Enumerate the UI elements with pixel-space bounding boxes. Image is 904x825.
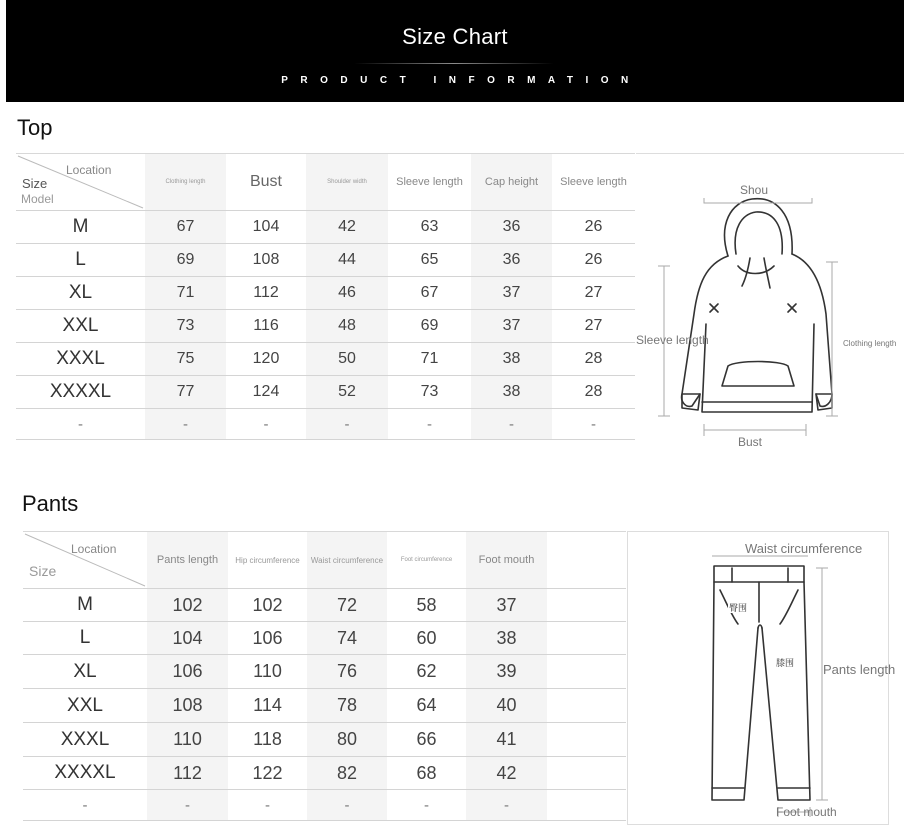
- value-cell: 110: [147, 723, 228, 757]
- size-cell: -: [16, 409, 145, 440]
- value-cell: 108: [226, 244, 306, 277]
- hip-tag: 臀围: [729, 604, 748, 614]
- table-row: [23, 655, 626, 689]
- waist-circumference-label: Waist circumference: [745, 541, 863, 556]
- size-cell: -: [23, 790, 147, 821]
- size-cell: XL: [23, 655, 147, 689]
- size-cell: XXXL: [16, 343, 145, 376]
- value-cell: 77: [145, 376, 226, 409]
- value-cell: 27: [552, 310, 635, 343]
- top-size-table: [16, 153, 635, 440]
- value-cell: 65: [388, 244, 471, 277]
- column-header: Foot mouth: [466, 532, 547, 589]
- table-row: [23, 790, 626, 821]
- empty-cell: [547, 655, 626, 689]
- value-cell: 68: [387, 757, 466, 790]
- value-cell: 37: [471, 310, 552, 343]
- pants-size-table: [23, 531, 626, 821]
- value-cell: 41: [466, 723, 547, 757]
- table-row: [23, 689, 626, 723]
- value-cell: 26: [552, 211, 635, 244]
- value-cell: 26: [552, 244, 635, 277]
- value-cell: 67: [145, 211, 226, 244]
- size-cell: XL: [16, 277, 145, 310]
- value-cell: 122: [228, 757, 307, 790]
- knee-tag: 膝围: [776, 659, 795, 669]
- clothing-length-label: Clothing length: [843, 339, 897, 348]
- page-title: Size Chart: [402, 24, 508, 49]
- value-cell: 28: [552, 343, 635, 376]
- column-header: Cap height: [471, 154, 552, 211]
- value-cell: 114: [228, 689, 307, 723]
- top-section-title: Top: [17, 115, 53, 140]
- pants-length-label: Pants length: [823, 662, 896, 677]
- value-cell: 102: [228, 589, 307, 622]
- value-cell: 66: [387, 723, 466, 757]
- foot-mouth-label: Foot mouth: [776, 805, 837, 819]
- value-cell: 102: [147, 589, 228, 622]
- value-cell: 48: [306, 310, 388, 343]
- hoodie-diagram: [636, 153, 904, 449]
- value-cell: 110: [228, 655, 307, 689]
- value-cell: 36: [471, 211, 552, 244]
- size-cell: L: [16, 244, 145, 277]
- page-subtitle: PRODUCT INFORMATION: [281, 75, 641, 86]
- value-cell: 112: [226, 277, 306, 310]
- value-cell: -: [388, 409, 471, 440]
- column-header: Pants length: [147, 532, 228, 589]
- header-banner: [6, 0, 904, 102]
- value-cell: 78: [307, 689, 387, 723]
- value-cell: 39: [466, 655, 547, 689]
- empty-cell: [547, 589, 626, 622]
- table-corner-cell: [23, 532, 147, 589]
- column-header: Bust: [226, 154, 306, 211]
- value-cell: 72: [307, 589, 387, 622]
- value-cell: 75: [145, 343, 226, 376]
- column-header: Sleeve length: [388, 154, 471, 211]
- value-cell: 118: [228, 723, 307, 757]
- column-header: Sleeve length: [552, 154, 635, 211]
- pants-diagram: [627, 531, 896, 825]
- empty-cell: [547, 790, 626, 821]
- value-cell: 106: [147, 655, 228, 689]
- value-cell: 104: [147, 622, 228, 655]
- corner-location-label: Location: [71, 542, 117, 556]
- value-cell: 69: [145, 244, 226, 277]
- corner-model-label: Model: [21, 192, 54, 206]
- value-cell: -: [226, 409, 306, 440]
- value-cell: 36: [471, 244, 552, 277]
- value-cell: 38: [471, 376, 552, 409]
- value-cell: 42: [306, 211, 388, 244]
- value-cell: 28: [552, 376, 635, 409]
- table-row: [23, 622, 626, 655]
- hoodie-icon: [636, 154, 904, 439]
- table-row: [16, 277, 635, 310]
- table-header-row: [23, 532, 626, 589]
- size-cell: XXL: [23, 689, 147, 723]
- column-header: Foot circumference: [387, 532, 466, 589]
- empty-cell: [547, 689, 626, 723]
- value-cell: 82: [307, 757, 387, 790]
- table-row: [23, 723, 626, 757]
- empty-cell: [547, 757, 626, 790]
- value-cell: -: [147, 790, 228, 821]
- title-divider: [354, 63, 554, 64]
- value-cell: 73: [388, 376, 471, 409]
- table-row: [16, 343, 635, 376]
- value-cell: 38: [466, 622, 547, 655]
- size-cell: XXL: [16, 310, 145, 343]
- value-cell: 112: [147, 757, 228, 790]
- value-cell: 40: [466, 689, 547, 723]
- value-cell: 80: [307, 723, 387, 757]
- value-cell: 74: [307, 622, 387, 655]
- value-cell: 69: [388, 310, 471, 343]
- column-header: Hip circumference: [228, 532, 307, 589]
- bust-label: Bust: [738, 435, 763, 449]
- table-row: [23, 757, 626, 790]
- value-cell: 44: [306, 244, 388, 277]
- value-cell: 50: [306, 343, 388, 376]
- size-cell: XXXL: [23, 723, 147, 757]
- value-cell: -: [228, 790, 307, 821]
- value-cell: 60: [387, 622, 466, 655]
- size-cell: XXXXL: [16, 376, 145, 409]
- value-cell: -: [552, 409, 635, 440]
- value-cell: 27: [552, 277, 635, 310]
- value-cell: 38: [471, 343, 552, 376]
- value-cell: -: [471, 409, 552, 440]
- value-cell: 58: [387, 589, 466, 622]
- column-header: Waist circumference: [307, 532, 387, 589]
- pants-icon: [628, 532, 890, 825]
- size-cell: M: [23, 589, 147, 622]
- value-cell: 120: [226, 343, 306, 376]
- value-cell: -: [466, 790, 547, 821]
- value-cell: 104: [226, 211, 306, 244]
- table-row: [23, 589, 626, 622]
- table-row: [16, 244, 635, 277]
- table-header-row: [16, 154, 635, 211]
- value-cell: -: [306, 409, 388, 440]
- column-header: Shoulder width: [306, 154, 388, 211]
- corner-size-label: Size: [29, 563, 57, 579]
- empty-cell: [547, 723, 626, 757]
- shoulder-label: Shou: [740, 183, 769, 197]
- value-cell: 73: [145, 310, 226, 343]
- empty-cell: [547, 622, 626, 655]
- value-cell: 71: [145, 277, 226, 310]
- value-cell: 37: [471, 277, 552, 310]
- value-cell: 37: [466, 589, 547, 622]
- size-cell: M: [16, 211, 145, 244]
- pants-section-title: Pants: [22, 491, 79, 516]
- value-cell: 116: [226, 310, 306, 343]
- value-cell: -: [387, 790, 466, 821]
- size-cell: XXXXL: [23, 757, 147, 790]
- table-row: [16, 409, 635, 440]
- table-row: [16, 211, 635, 244]
- value-cell: 67: [388, 277, 471, 310]
- table-row: [16, 310, 635, 343]
- value-cell: -: [145, 409, 226, 440]
- value-cell: 71: [388, 343, 471, 376]
- table-corner-cell: [16, 154, 145, 211]
- value-cell: 106: [228, 622, 307, 655]
- value-cell: 63: [388, 211, 471, 244]
- corner-size-label: Size: [22, 176, 48, 191]
- value-cell: -: [307, 790, 387, 821]
- column-header: Clothing length: [145, 154, 226, 211]
- value-cell: 76: [307, 655, 387, 689]
- table-row: [16, 376, 635, 409]
- value-cell: 46: [306, 277, 388, 310]
- corner-location-label: Location: [66, 163, 112, 177]
- value-cell: 52: [306, 376, 388, 409]
- empty-column-header: [547, 532, 626, 589]
- diagonal-line: [23, 532, 147, 588]
- value-cell: 62: [387, 655, 466, 689]
- sleeve-length-label: Sleeve length: [636, 333, 709, 347]
- size-cell: L: [23, 622, 147, 655]
- value-cell: 64: [387, 689, 466, 723]
- value-cell: 124: [226, 376, 306, 409]
- value-cell: 42: [466, 757, 547, 790]
- value-cell: 108: [147, 689, 228, 723]
